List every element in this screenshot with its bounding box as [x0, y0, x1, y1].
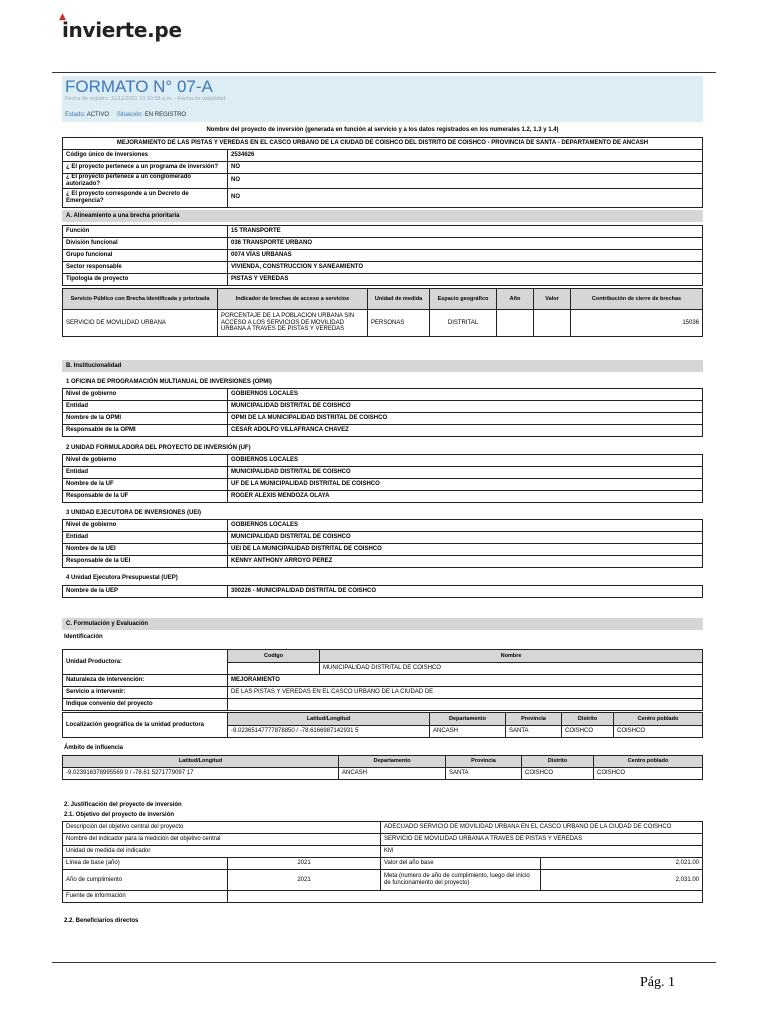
situation-value: EN REGISTRO	[144, 112, 187, 118]
table-cell: COISHCO	[562, 725, 614, 738]
table-cell: Distrito	[522, 756, 594, 768]
status-line: Estado: ACTIVO Situación: EN REGISTRO	[65, 112, 187, 118]
table-cell: VIVIENDA, CONSTRUCCION Y SANEAMIENTO	[228, 262, 703, 274]
logo-mark-icon: ▲	[59, 12, 66, 22]
table-cell: NO	[228, 162, 703, 174]
uf-title: 2 UNIDAD FORMULADORA DEL PROYECTO DE INVERSIÓN (UF)	[66, 445, 251, 451]
project-name-caption: Nombre del proyecto de inversión (generada en función al servicio y a los datos registrados en los numerales 1.2, 1.3 y 1.4)	[206, 127, 559, 133]
table-cell: Fuente de información	[63, 891, 228, 903]
gap-table	[62, 288, 703, 337]
table-cell: 036 TRANSPORTE URBANO	[228, 238, 703, 250]
table-cell: Nivel de gobierno	[63, 389, 228, 401]
table-cell: 15 TRANSPORTE	[228, 226, 703, 238]
opmi-title: 1 OFICINA DE PROGRAMACIÓN MULTIANUAL DE INVERSIONES (OPMI)	[66, 379, 272, 385]
table-cell: MUNICIPALIDAD DISTRITAL DE COISHCO	[228, 401, 703, 413]
table-cell: MUNICIPALIDAD DISTRITAL DE COISHCO	[228, 467, 703, 479]
table-cell: Grupo funcional	[63, 250, 228, 262]
page-number: Pág. 1	[640, 975, 675, 990]
table-cell: COISHCO	[594, 768, 703, 780]
table-cell	[228, 699, 703, 711]
table-cell: Entidad	[63, 401, 228, 413]
table-cell: ADECUADO SERVICIO DE MOVILIDAD URBANA EN EL CASCO URBANO DE LA CIUDAD DE COISHCO	[381, 822, 703, 834]
section-c-title: C. Formulación y Evaluación	[62, 618, 703, 630]
table-cell: Provincia	[446, 756, 522, 768]
registration-date: Fecha de registro: 11/11/2021 10:10:58 a.m. - Fecha de viabilidad:	[65, 96, 227, 102]
table-cell: KENNY ANTHONY ARROYO PEREZ	[228, 556, 703, 568]
identification-table	[62, 649, 703, 711]
table-cell: GOBIERNOS LOCALES	[228, 520, 703, 532]
table-cell: Espacio geográfico	[430, 289, 497, 310]
table-cell: PISTAS Y VEREDAS	[228, 274, 703, 286]
table-cell: UF DE LA MUNICIPALIDAD DISTRITAL DE COISHCO	[228, 479, 703, 491]
table-cell	[228, 891, 703, 903]
table-cell: ANCASH	[339, 768, 446, 780]
table-cell: Indique convenio del proyecto	[63, 699, 228, 711]
table-cell: Nombre de la UEI	[63, 544, 228, 556]
table-cell: ¿ El proyecto pertenece a un programa de inversión?	[63, 162, 228, 174]
table-cell: SERVICIO DE MOVILIDAD URBANA A TRAVES DE PISTAS Y VEREDAS	[381, 834, 703, 846]
table-cell: PERSONAS	[368, 310, 430, 337]
table-cell: Tipología de proyecto	[63, 274, 228, 286]
table-cell: GOBIERNOS LOCALES	[228, 455, 703, 467]
table-cell: Unidad Productora:	[63, 650, 228, 675]
table-cell: Servicio a intervenir:	[63, 687, 228, 699]
table-cell: Unidad de medida del indicador	[63, 846, 381, 858]
table-cell: 2,021.00	[541, 858, 703, 870]
form-header	[62, 76, 703, 122]
table-cell: ROGER ALEXIS MENDOZA OLAYA	[228, 491, 703, 503]
location-table	[62, 712, 703, 738]
table-cell: ¿ El proyecto corresponde a un Decreto de Emergencia?	[63, 188, 228, 207]
section-b-title: B. Institucionalidad	[62, 360, 703, 372]
invierte-logo: ▲ invierte.pe	[59, 12, 182, 42]
table-cell: División funcional	[63, 238, 228, 250]
table-cell: 2021	[228, 858, 381, 870]
influence-title: Ámbito de influencia	[64, 745, 124, 751]
table-cell: Valor	[534, 289, 571, 310]
status-value: ACTIVO	[86, 112, 110, 118]
objective-title: 2.1. Objetivo del proyecto de inversión	[64, 812, 175, 818]
table-cell: CESAR ADOLFO VILLAFRANCA CHAVEZ	[228, 425, 703, 437]
section-a-title: A. Alineamiento a una brecha prioritaria	[62, 210, 703, 222]
project-table	[62, 137, 703, 208]
table-cell: NO	[228, 188, 703, 207]
table-cell: KM	[381, 846, 703, 858]
beneficiaries-title: 2.2. Beneficiarios directos	[64, 918, 139, 924]
table-cell: MUNICIPALIDAD DISTRITAL DE COISHCO	[228, 532, 703, 544]
table-cell: Centro poblado	[614, 713, 703, 726]
uep-title: 4 Unidad Ejecutora Presupuestal (UEP)	[66, 575, 178, 581]
table-cell: MEJORAMIENTO	[228, 675, 703, 687]
table-cell: Localización geográfica de la unidad productora	[63, 713, 228, 738]
table-cell: DE LAS PISTAS Y VEREDAS EN EL CASCO URBANO DE LA CIUDAD DE	[228, 687, 703, 699]
table-cell: COISHCO	[614, 725, 703, 738]
producing-unit-name: MUNICIPALIDAD DISTRITAL DE COISHCO	[320, 662, 703, 675]
table-cell: Latitud/Longitud	[228, 713, 430, 726]
table-cell: PORCENTAJE DE LA POBLACION URBANA SIN ACCESO A LOS SERVICIOS DE MOVILIDAD URBANA A TRAVES DE PISTAS Y VEREDAS	[218, 310, 368, 337]
justification-title: 2. Justificación del proyecto de inversión	[64, 802, 182, 808]
table-cell: Contribución de cierre de brechas	[571, 289, 703, 310]
table-cell: Codigo	[228, 650, 320, 663]
table-cell: Nombre del indicador para la medición del objetivo central	[63, 834, 381, 846]
table-cell: Responsable de la OPMI	[63, 425, 228, 437]
table-cell: Servicio Público con Brecha identificada y priorizada	[63, 289, 218, 310]
table-cell: COISHCO	[522, 768, 594, 780]
table-cell: Provincia	[506, 713, 562, 726]
table-cell: DISTRITAL	[430, 310, 497, 337]
table-cell: 0074 VÍAS URBANAS	[228, 250, 703, 262]
table-cell: 2,031.00	[541, 870, 703, 891]
table-cell: Latitud/Longitud	[63, 756, 339, 768]
table-cell: Nombre de la UEP	[63, 586, 228, 598]
table-cell: -9.02365147777878850 / -78.6166987142931 5	[228, 725, 430, 738]
table-cell: Sector responsable	[63, 262, 228, 274]
table-cell: Nivel de gobierno	[63, 520, 228, 532]
table-cell: Nombre de la UF	[63, 479, 228, 491]
top-rule	[52, 72, 716, 73]
table-cell: ¿ El proyecto pertenece a un conglomerado autorizado?	[63, 174, 228, 189]
alignment-table	[62, 225, 703, 286]
table-cell: Entidad	[63, 467, 228, 479]
table-cell: Departamento	[339, 756, 446, 768]
table-cell: NO	[228, 174, 703, 189]
table-cell	[497, 310, 534, 337]
table-cell: -9.023916378995569 0 / -78.61 5271779097 17	[63, 768, 339, 780]
table-cell: Responsable de la UF	[63, 491, 228, 503]
table-cell: SANTA	[446, 768, 522, 780]
table-cell: ANCASH	[430, 725, 506, 738]
bottom-rule	[52, 962, 716, 963]
table-cell: Línea de base (año)	[63, 858, 228, 870]
table-cell: Unidad de medida	[368, 289, 430, 310]
table-cell: 2534626	[228, 150, 703, 162]
table-cell: 15036	[571, 310, 703, 337]
table-cell: Año de cumplimiento	[63, 870, 228, 891]
table-cell: Naturaleza de intervención:	[63, 675, 228, 687]
uei-title: 3 UNIDAD EJECUTORA DE INVERSIONES (UEI)	[66, 510, 202, 516]
table-cell: Año	[497, 289, 534, 310]
table-cell: Responsable de la UEI	[63, 556, 228, 568]
table-cell: Nombre	[320, 650, 703, 663]
table-cell: OPMI DE LA MUNICIPALIDAD DISTRITAL DE COISHCO	[228, 413, 703, 425]
opmi-table	[62, 388, 703, 437]
table-cell: Valor del año base	[381, 858, 541, 870]
table-cell: Indicador de brechas de acceso a servicios	[218, 289, 368, 310]
table-cell: Meta (numero de año de cumplimiento, luego del inicio de funcionamiento del proyecto)	[381, 870, 541, 891]
table-cell: Nivel de gobierno	[63, 455, 228, 467]
table-cell: Función	[63, 226, 228, 238]
uep-table	[62, 585, 703, 598]
table-cell	[228, 662, 320, 675]
table-cell: 300226 - MUNICIPALIDAD DISTRITAL DE COISHCO	[228, 586, 703, 598]
table-cell	[534, 310, 571, 337]
identification-label: Identificación	[64, 634, 103, 640]
objective-table	[62, 821, 703, 903]
table-cell: GOBIERNOS LOCALES	[228, 389, 703, 401]
table-cell: Código único de inversiones	[63, 150, 228, 162]
form-title: FORMATO N° 07-A	[65, 77, 213, 96]
table-cell: SANTA	[506, 725, 562, 738]
table-cell: Departamento	[430, 713, 506, 726]
table-cell: Distrito	[562, 713, 614, 726]
table-cell: Descripción del objetivo central del proyecto	[63, 822, 381, 834]
project-name: MEJORAMIENTO DE LAS PISTAS Y VEREDAS EN EL CASCO URBANO DE LA CIUDAD DE COISHCO DEL DISTRITO DE COISHCO - PROVINCIA DE SANTA - DEPARTAMENTO DE ANCASH	[63, 138, 703, 150]
table-cell: 2021	[228, 870, 381, 891]
uf-table	[62, 454, 703, 503]
table-cell: UEI DE LA MUNICIPALIDAD DISTRITAL DE COISHCO	[228, 544, 703, 556]
table-cell: SERVICIO DE MOVILIDAD URBANA	[63, 310, 218, 337]
influence-table	[62, 755, 703, 780]
uei-table	[62, 519, 703, 568]
table-cell: Nombre de la OPMI	[63, 413, 228, 425]
table-cell: Centro poblado	[594, 756, 703, 768]
table-cell: Entidad	[63, 532, 228, 544]
